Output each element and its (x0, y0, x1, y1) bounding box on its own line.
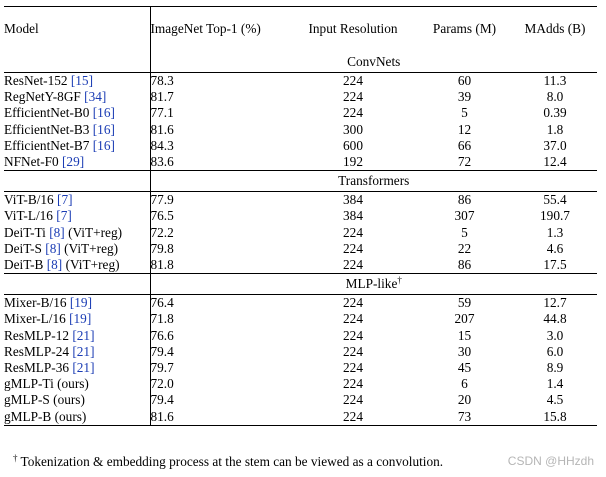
group-header-row (4, 171, 597, 192)
params-cell: 60 (457, 73, 472, 88)
footnote (13, 454, 443, 470)
top1-cell: 84.3 (150, 138, 290, 154)
params-cell: 39 (457, 89, 472, 105)
top1-cell: 76.4 (150, 295, 290, 312)
model-cell (4, 105, 150, 121)
model-cell (4, 392, 150, 408)
group-header-row (4, 52, 597, 73)
top1-cell: 76.5 (150, 208, 290, 224)
citation-link: [16] (92, 137, 115, 153)
top1-cell: 76.6 (150, 328, 290, 344)
group-title (150, 52, 597, 73)
model-cell (4, 295, 150, 312)
table-row (4, 208, 597, 224)
resolution-cell: 384 (343, 192, 363, 208)
table-row (4, 89, 597, 105)
top1-cell: 77.1 (150, 105, 290, 121)
madds-cell: 8.0 (546, 89, 564, 105)
model-name: DeiT-Ti (4, 224, 46, 240)
model-cell (4, 225, 150, 241)
resolution-cell: 224 (290, 409, 416, 426)
group-title-text: MLP-like (345, 276, 398, 292)
params-cell: 6 (461, 376, 468, 392)
top1-cell: 81.6 (150, 122, 290, 138)
madds-cell: 11.3 (543, 73, 567, 88)
table-row (4, 376, 597, 392)
top1-cell: 72.2 (150, 225, 290, 241)
madds-cell: 190.7 (540, 208, 570, 224)
header-top1: ImageNet Top-1 (%) (150, 7, 290, 53)
model-cell (4, 241, 150, 257)
model-name: NFNet-F0 (4, 154, 59, 170)
citation-link: [16] (92, 105, 115, 121)
params-cell: 207 (454, 311, 475, 327)
group-title-text: Transformers (338, 173, 410, 189)
model-cell (4, 344, 150, 360)
top1-cell: 71.8 (150, 311, 290, 327)
model-cell (4, 208, 150, 224)
table-row (4, 344, 597, 360)
params-cell: 72 (457, 154, 472, 170)
table-body (4, 52, 597, 425)
model-name: ViT-L/16 (4, 208, 53, 224)
model-cell (4, 89, 150, 105)
model-cell (4, 192, 150, 209)
table-row (4, 73, 597, 90)
top1-cell: 83.6 (150, 154, 290, 171)
model-name: ResNet-152 (4, 73, 68, 88)
resolution-cell: 600 (343, 137, 363, 153)
resolution-cell: 224 (343, 257, 363, 273)
top1-cell: 79.4 (150, 392, 290, 408)
model-cell (4, 409, 150, 426)
resolution-cell: 224 (343, 360, 363, 376)
model-name: EfficientNet-B7 (4, 137, 90, 153)
madds-cell: 1.4 (546, 376, 564, 392)
madds-cell: 17.5 (543, 257, 567, 273)
top1-cell: 81.8 (150, 257, 290, 274)
madds-cell: 4.5 (546, 392, 564, 408)
model-name: gMLP-Ti (ours) (4, 376, 89, 392)
model-cell (4, 360, 150, 376)
resolution-cell: 384 (343, 208, 363, 224)
model-name: gMLP-S (ours) (4, 392, 85, 408)
model-cell (4, 376, 150, 392)
params-cell: 20 (457, 392, 472, 408)
citation-link: [19] (69, 295, 93, 311)
resolution-cell: 224 (343, 327, 363, 343)
params-cell: 15 (457, 327, 472, 343)
table-row (4, 138, 597, 154)
model-name: gMLP-B (ours) (4, 408, 87, 424)
table-row (4, 409, 597, 426)
table-row (4, 360, 597, 376)
group-header-blank (4, 52, 150, 73)
resolution-cell: 224 (343, 392, 363, 408)
header-resolution: Input Resolution (290, 7, 416, 53)
madds-cell: 55.4 (543, 192, 567, 208)
model-name: Mixer-L/16 (4, 311, 66, 327)
table-row (4, 105, 597, 121)
params-cell: 59 (457, 295, 472, 311)
table-row (4, 311, 597, 327)
model-cell (4, 328, 150, 344)
model-name: ResMLP-12 (4, 327, 70, 343)
citation-link: [16] (92, 121, 115, 137)
footnote-mark: † (13, 453, 18, 463)
params-cell: 12 (457, 121, 472, 137)
group-header-blank (4, 171, 150, 192)
resolution-cell: 224 (343, 311, 363, 327)
group-title-mark: † (397, 275, 402, 286)
watermark: CSDN @HHzdh (507, 454, 594, 468)
table-row (4, 225, 597, 241)
madds-cell: 1.3 (546, 224, 564, 240)
resolution-cell: 224 (343, 89, 363, 105)
citation-link: [7] (57, 192, 73, 208)
top1-cell: 77.9 (150, 192, 290, 209)
model-suffix: (ViT+reg) (64, 240, 119, 256)
resolution-cell: 224 (343, 376, 363, 392)
model-name: ResMLP-24 (4, 343, 70, 359)
params-cell: 5 (461, 224, 468, 240)
top1-cell: 79.4 (150, 344, 290, 360)
params-cell: 86 (457, 257, 472, 273)
params-cell: 307 (454, 208, 475, 224)
table-row (4, 328, 597, 344)
resolution-cell: 224 (343, 105, 363, 121)
resolution-cell: 192 (343, 154, 363, 170)
header-params: Params (M) (416, 7, 513, 53)
model-name: DeiT-S (4, 240, 42, 256)
params-cell: 30 (457, 343, 472, 359)
model-name: EfficientNet-B0 (4, 105, 90, 121)
table-row (4, 192, 597, 209)
citation-link: [21] (72, 327, 95, 343)
madds-cell: 12.4 (543, 154, 567, 170)
madds-cell: 0.39 (543, 105, 567, 121)
params-cell: 66 (457, 137, 472, 153)
model-name: EfficientNet-B3 (4, 121, 90, 137)
top1-cell: 72.0 (150, 376, 290, 392)
group-title-text: ConvNets (347, 53, 401, 69)
top1-cell: 78.3 (150, 73, 290, 90)
model-name: ViT-B/16 (4, 192, 54, 208)
model-cell (4, 311, 150, 327)
table-row (4, 392, 597, 408)
group-header-blank (4, 274, 150, 295)
header-madds: MAdds (B) (513, 7, 597, 53)
footnote-text: Tokenization & embedding process at the stem can be viewed as a convolution. (20, 454, 444, 469)
citation-link: [15] (70, 73, 94, 88)
madds-cell: 37.0 (543, 137, 567, 153)
resolution-cell: 224 (343, 295, 363, 311)
resolution-cell: 224 (343, 240, 363, 256)
madds-cell: 4.6 (546, 240, 564, 256)
resolution-cell: 224 (343, 224, 363, 240)
model-cell (4, 154, 150, 171)
resolution-cell: 224 (343, 343, 363, 359)
madds-cell: 15.8 (513, 409, 597, 426)
results-table (4, 6, 597, 426)
table-row (4, 295, 597, 312)
model-suffix: (ViT+reg) (65, 257, 120, 273)
citation-link: [21] (72, 343, 95, 359)
model-name: DeiT-B (4, 257, 44, 273)
params-cell: 86 (457, 192, 472, 208)
madds-cell: 3.0 (546, 327, 564, 343)
table-row (4, 241, 597, 257)
model-cell (4, 122, 150, 138)
params-cell: 73 (416, 409, 513, 426)
group-title (150, 274, 597, 295)
table-header (4, 7, 597, 53)
top1-cell: 79.7 (150, 360, 290, 376)
citation-link: [8] (46, 257, 63, 273)
model-cell (4, 257, 150, 274)
top1-cell: 81.6 (150, 409, 290, 426)
model-name: ResMLP-36 (4, 360, 70, 376)
resolution-cell: 224 (343, 73, 363, 88)
params-cell: 22 (457, 240, 472, 256)
model-name: RegNetY-8GF (4, 89, 81, 105)
citation-link: [19] (69, 311, 92, 327)
model-cell (4, 73, 150, 90)
citation-link: [8] (49, 224, 65, 240)
table-row (4, 257, 597, 274)
table-row (4, 154, 597, 171)
madds-cell: 8.9 (546, 360, 564, 376)
citation-link: [8] (45, 240, 61, 256)
model-cell (4, 138, 150, 154)
citation-link: [34] (84, 89, 107, 105)
group-header-row (4, 274, 597, 295)
table-row (4, 122, 597, 138)
top1-cell: 79.8 (150, 241, 290, 257)
madds-cell: 1.8 (546, 121, 564, 137)
header-model: Model (4, 7, 150, 53)
citation-link: [29] (62, 154, 85, 170)
madds-cell: 44.8 (543, 311, 567, 327)
madds-cell: 6.0 (546, 343, 564, 359)
model-suffix: (ViT+reg) (68, 224, 123, 240)
citation-link: [7] (56, 208, 72, 224)
madds-cell: 12.7 (543, 295, 567, 311)
top1-cell: 81.7 (150, 89, 290, 105)
group-title (150, 171, 597, 192)
citation-link: [21] (72, 360, 95, 376)
resolution-cell: 300 (343, 121, 363, 137)
params-cell: 45 (457, 360, 472, 376)
params-cell: 5 (461, 105, 468, 121)
model-name: Mixer-B/16 (4, 295, 67, 311)
